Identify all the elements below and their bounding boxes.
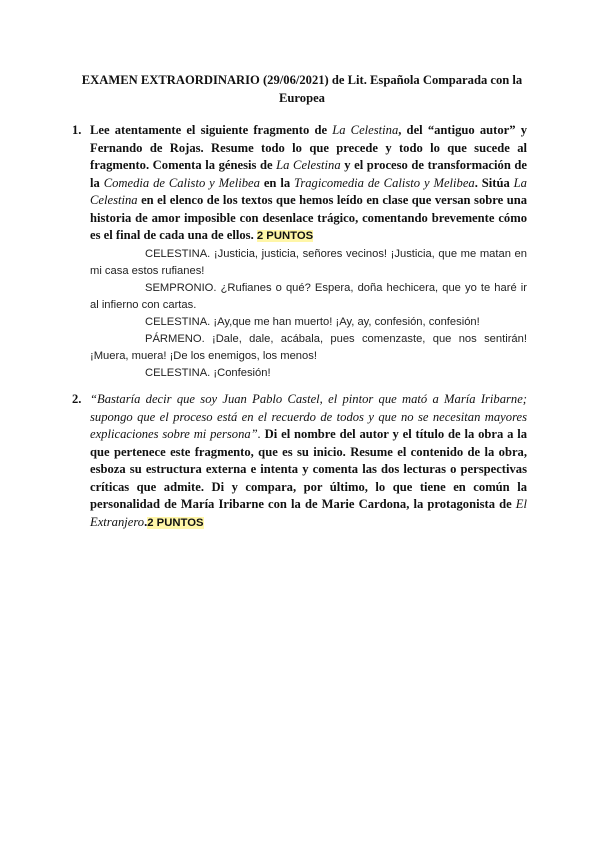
q1-points-highlight: 2 PUNTOS bbox=[256, 230, 314, 242]
q1-text-6: en el elenco de los textos que hemos leído en clase que versan sobre una historia de amor imposible con desenlace trágico, comentando brevemente cómo es el final de cada una de ellos. bbox=[90, 193, 527, 242]
q1-work-title-1: La Celestina bbox=[332, 123, 399, 137]
q1-work-title-4: Tragicomedia de Calisto y Melibea bbox=[294, 175, 475, 190]
question-1-number: 1. bbox=[72, 123, 82, 137]
dialogue-line: SEMPRONIO. ¿Rufianes o qué? Espera, doña hechicera, que yo te haré ir al infierno con cartas. bbox=[90, 282, 527, 311]
q1-text-1: Lee atentamente el siguiente fragmento de bbox=[90, 123, 333, 137]
question-2-number: 2. bbox=[72, 392, 82, 406]
exam-title: EXAMEN EXTRAORDINARIO (29/06/2021) de Lit. Española Comparada con la Europea bbox=[81, 73, 523, 105]
q1-work-title-5: La Celestina bbox=[90, 175, 527, 207]
q2-work-title: El Extranjero bbox=[90, 497, 527, 529]
q2-quote: “Bastaría decir que soy Juan Pablo Castel, el pintor que mató a María Iribarne; supongo que el proceso está en el recuerdo de todos y que no se necesitan mayores explicaciones sobre mi persona”. bbox=[90, 392, 527, 441]
q2-points-highlight: 2 PUNTOS bbox=[147, 516, 204, 529]
question-1 bbox=[72, 122, 528, 246]
q1-text-5: . Sitúa bbox=[474, 175, 514, 190]
q1-text-3: y el proceso de transformación de la bbox=[90, 158, 528, 190]
celestina-dialogue bbox=[90, 246, 527, 382]
q2-text-1: Di el nombre del autor y el título de la obra a la que pertenece este fragmento, que es su inicio. Resume el contenido de la obra, esboza su estructura externa e intenta y comenta las dos lecturas o perspectivas críticas que admite. Di y compara, por último, lo que tiene en común la personalidad de María Iribarne con la de Marie Cardona, la protagonista de bbox=[90, 427, 527, 511]
q1-work-title-3: Comedia de Calisto y Melibea bbox=[103, 175, 260, 190]
dialogue-line: CELESTINA. ¡Confesión! bbox=[145, 367, 271, 379]
q1-work-title-2: La Celestina bbox=[276, 158, 341, 172]
dialogue-line: CELESTINA. ¡Justicia, justicia, señores vecinos! ¡Justicia, que me matan en mi casa estos rufianes! bbox=[90, 248, 527, 277]
dialogue-line: PÁRMENO. ¡Dale, dale, acábala, pues comenzaste, que nos sentirán! ¡Muera, muera! ¡De los enemigos, los menos! bbox=[90, 333, 527, 362]
question-2 bbox=[72, 391, 527, 532]
dialogue-line: CELESTINA. ¡Ay,que me han muerto! ¡Ay, ay, confesión, confesión! bbox=[145, 316, 480, 328]
q1-text-4: en la bbox=[259, 175, 295, 190]
q1-text-2: , del “antiguo autor” y Fernando de Rojas. Resume todo lo que precede y todo lo que sucede al fragmento. Comenta la génesis de bbox=[90, 123, 527, 172]
q2-text-2: . bbox=[144, 514, 148, 529]
